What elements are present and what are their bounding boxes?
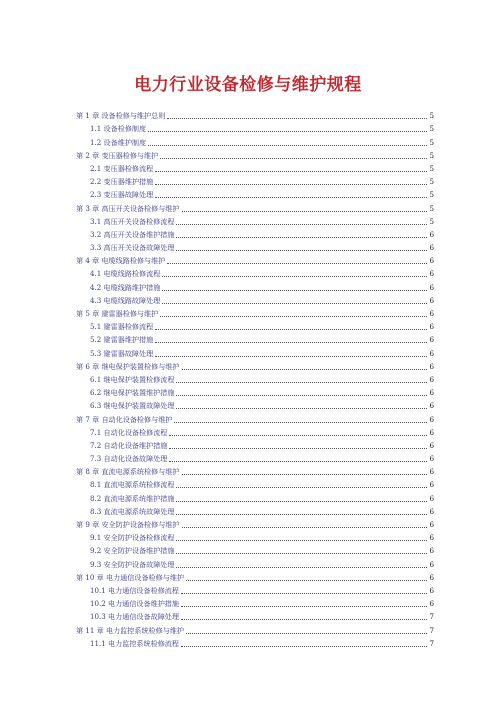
toc-section-entry[interactable] xyxy=(76,397,434,410)
toc-dot-leader xyxy=(176,501,427,502)
toc-page-number: 6 xyxy=(429,440,434,450)
toc-dot-leader xyxy=(169,448,427,449)
toc-section-entry[interactable] xyxy=(76,331,434,344)
toc-page-number: 6 xyxy=(429,335,434,345)
toc-entry-label: 10.3 电力通信设备故障处理 xyxy=(90,612,179,622)
toc-page-number: 6 xyxy=(429,414,434,424)
toc-entry-label: 第 6 章 继电保护装置检修与维护 xyxy=(76,361,180,371)
toc-page-number: 6 xyxy=(429,388,434,398)
toc-section-entry[interactable] xyxy=(76,437,434,450)
toc-entry-label: 7.3 自动化设备故障处理 xyxy=(90,454,168,464)
toc-section-entry[interactable] xyxy=(76,476,434,489)
toc-page-number: 6 xyxy=(429,546,434,556)
toc-chapter-entry[interactable] xyxy=(76,358,434,371)
toc-section-entry[interactable] xyxy=(76,489,434,502)
toc-page-number: 6 xyxy=(429,572,434,582)
toc-dot-leader xyxy=(181,606,427,607)
toc-entry-label: 4.2 电缆线路维护措施 xyxy=(90,282,161,292)
toc-entry-label: 8.1 直流电源系统检修流程 xyxy=(90,480,175,490)
toc-section-entry[interactable] xyxy=(76,213,434,226)
toc-chapter-entry[interactable] xyxy=(76,107,434,120)
toc-page-number: 6 xyxy=(429,256,434,266)
toc-dot-leader xyxy=(155,197,427,198)
toc-entry-label: 7.1 自动化设备检修流程 xyxy=(90,427,168,437)
toc-dot-leader xyxy=(181,646,427,647)
toc-entry-label: 第 1 章 设备检修与维护总则 xyxy=(76,111,166,121)
toc-entry-label: 10.2 电力通信设备维护措施 xyxy=(90,599,179,609)
toc-entry-label: 10.1 电力通信设备检修流程 xyxy=(90,585,179,595)
toc-dot-leader xyxy=(176,237,427,238)
toc-section-entry[interactable] xyxy=(76,173,434,186)
toc-chapter-entry[interactable] xyxy=(76,516,434,529)
toc-page-number: 6 xyxy=(429,322,434,332)
toc-page-number: 6 xyxy=(429,309,434,318)
toc-page-number: 5 xyxy=(429,124,434,134)
toc-chapter-entry[interactable] xyxy=(76,147,434,160)
toc-dot-leader xyxy=(155,329,427,330)
toc-chapter-entry[interactable] xyxy=(76,463,434,476)
toc-dot-leader xyxy=(176,567,427,568)
toc-section-entry[interactable] xyxy=(76,595,434,608)
toc-entry-label: 第 10 章 电力通信设备检修与维护 xyxy=(76,572,185,582)
toc-page-number: 6 xyxy=(429,467,434,477)
toc-dot-leader xyxy=(182,211,428,212)
toc-section-entry[interactable] xyxy=(76,555,434,568)
toc-page-number: 7 xyxy=(429,625,434,635)
toc-dot-leader xyxy=(182,527,428,528)
toc-dot-leader xyxy=(162,290,427,291)
toc-entry-label: 6.1 继电保护装置检修流程 xyxy=(90,374,175,384)
toc-dot-leader xyxy=(155,342,427,343)
toc-page-number: 6 xyxy=(429,361,434,371)
toc-page-number: 6 xyxy=(429,585,434,595)
toc-dot-leader xyxy=(176,540,427,541)
toc-entry-label: 第 2 章 变压器检修与维护 xyxy=(76,150,159,160)
toc-section-entry[interactable] xyxy=(76,344,434,357)
toc-dot-leader xyxy=(182,474,428,475)
toc-entry-label: 9.3 安全防护设备故障处理 xyxy=(90,559,175,569)
toc-entry-label: 2.3 变压器故障处理 xyxy=(90,190,154,200)
toc-dot-leader xyxy=(181,593,427,594)
toc-page-number: 6 xyxy=(429,229,434,239)
toc-chapter-entry[interactable] xyxy=(76,199,434,212)
toc-dot-leader xyxy=(160,158,427,159)
toc-page-number: 6 xyxy=(429,506,434,516)
toc-chapter-entry[interactable] xyxy=(76,569,434,582)
toc-page-number: 6 xyxy=(429,295,434,305)
toc-entry-label: 1.1 设备检修制度 xyxy=(90,124,147,134)
toc-entry-label: 5.1 避雷器检修流程 xyxy=(90,322,154,332)
toc-page-number: 6 xyxy=(429,269,434,279)
toc-section-entry[interactable] xyxy=(76,318,434,331)
toc-dot-leader xyxy=(148,145,427,146)
toc-entry-label: 4.3 电缆线路故障处理 xyxy=(90,295,161,305)
toc-page-number: 6 xyxy=(429,599,434,609)
toc-page-number: 6 xyxy=(429,401,434,411)
toc-entry-label: 2.1 变压器检修流程 xyxy=(90,163,154,173)
toc-section-entry[interactable] xyxy=(76,582,434,595)
toc-section-entry[interactable] xyxy=(76,542,434,555)
toc-dot-leader xyxy=(167,263,427,264)
toc-page-number: 5 xyxy=(429,177,434,187)
toc-page-number: 6 xyxy=(429,480,434,490)
toc-page-number: 6 xyxy=(429,427,434,437)
toc-section-entry[interactable] xyxy=(76,371,434,384)
toc-dot-leader xyxy=(160,316,427,317)
toc-entry-label: 2.2 变压器维护措施 xyxy=(90,177,154,187)
toc-entry-label: 8.3 直流电源系统故障处理 xyxy=(90,506,175,516)
toc-dot-leader xyxy=(167,118,427,119)
toc-dot-leader xyxy=(176,514,427,515)
toc-entry-label: 第 7 章 自动化设备检修与维护 xyxy=(76,414,173,424)
toc-page-number: 6 xyxy=(429,559,434,569)
toc-section-entry[interactable] xyxy=(76,292,434,305)
toc-entry-label: 3.3 高压开关设备故障处理 xyxy=(90,243,175,253)
toc-page-number: 5 xyxy=(429,216,434,226)
toc-page-number: 5 xyxy=(429,163,434,173)
toc-entry-label: 6.3 继电保护装置故障处理 xyxy=(90,401,175,411)
toc-section-entry[interactable] xyxy=(76,450,434,463)
toc-page-number: 5 xyxy=(429,111,434,121)
toc-entry-label: 1.2 设备维护制度 xyxy=(90,137,147,147)
toc-dot-leader xyxy=(176,408,427,409)
toc-page-number: 6 xyxy=(429,454,434,464)
toc-page-number: 5 xyxy=(429,203,434,213)
toc-section-entry[interactable] xyxy=(76,278,434,291)
toc-chapter-entry[interactable] xyxy=(76,621,434,634)
toc-page-number: 5 xyxy=(429,190,434,200)
toc-page-number: 6 xyxy=(429,348,434,358)
toc-dot-leader xyxy=(148,131,427,132)
toc-entry-label: 4.1 电缆线路检修流程 xyxy=(90,269,161,279)
toc-page-number: 7 xyxy=(429,638,434,648)
toc-section-entry[interactable] xyxy=(76,239,434,252)
toc-dot-leader xyxy=(176,250,427,251)
toc-page-number: 6 xyxy=(429,374,434,384)
toc-dot-leader xyxy=(176,395,427,396)
toc-entry-label: 6.2 继电保护装置维护措施 xyxy=(90,388,175,398)
toc-dot-leader xyxy=(162,303,427,304)
toc-entry-label: 第 5 章 避雷器检修与维护 xyxy=(76,309,159,318)
toc-section-entry[interactable] xyxy=(76,635,434,648)
toc-chapter-entry[interactable] xyxy=(76,410,434,423)
toc-page-number: 5 xyxy=(429,137,434,147)
toc-entry-label: 9.1 安全防护设备检修流程 xyxy=(90,533,175,543)
toc-dot-leader xyxy=(169,461,427,462)
toc-section-entry[interactable] xyxy=(76,503,434,516)
toc-entry-label: 5.2 避雷器维护措施 xyxy=(90,335,154,345)
toc-entry-label: 第 11 章 电力监控系统检修与维护 xyxy=(76,625,185,635)
toc-page-number: 6 xyxy=(429,493,434,503)
toc-page-number: 6 xyxy=(429,533,434,543)
toc-section-entry[interactable] xyxy=(76,384,434,397)
toc-dot-leader xyxy=(155,171,427,172)
toc-section-entry[interactable] xyxy=(76,424,434,437)
toc-page-number: 6 xyxy=(429,282,434,292)
toc-dot-leader xyxy=(155,356,427,357)
toc-dot-leader xyxy=(174,422,427,423)
toc-section-entry[interactable] xyxy=(76,226,434,239)
toc-section-entry[interactable] xyxy=(76,120,434,133)
toc-dot-leader xyxy=(176,382,427,383)
toc-section-entry[interactable] xyxy=(76,265,434,278)
toc-entry-label: 第 4 章 电缆线路检修与维护 xyxy=(76,256,166,266)
toc-section-entry[interactable] xyxy=(76,133,434,146)
toc-entry-label: 8.2 直流电源系统维护措施 xyxy=(90,493,175,503)
toc-page-number: 5 xyxy=(429,150,434,160)
toc-section-entry[interactable] xyxy=(76,186,434,199)
toc-section-entry[interactable] xyxy=(76,529,434,542)
toc-entry-label: 5.3 避雷器故障处理 xyxy=(90,348,154,358)
toc-dot-leader xyxy=(176,553,427,554)
toc-dot-leader xyxy=(155,184,427,185)
toc-dot-leader xyxy=(181,619,427,620)
toc-page-number: 7 xyxy=(429,612,434,622)
toc-chapter-entry[interactable] xyxy=(76,305,434,318)
toc-entry-label: 9.2 安全防护设备维护措施 xyxy=(90,546,175,556)
toc-section-entry[interactable] xyxy=(76,160,434,173)
document-title: 电力行业设备检修与维护规程 xyxy=(134,75,362,95)
toc-section-entry[interactable] xyxy=(76,608,434,621)
toc-entry-label: 第 8 章 直流电源系统检修与维护 xyxy=(76,467,180,477)
table-of-contents xyxy=(76,107,434,648)
toc-dot-leader xyxy=(186,580,427,581)
toc-entry-label: 第 3 章 高压开关设备检修与维护 xyxy=(76,203,180,213)
toc-dot-leader xyxy=(176,224,427,225)
toc-dot-leader xyxy=(162,276,427,277)
toc-dot-leader xyxy=(182,369,428,370)
toc-entry-label: 11.1 电力监控系统检修流程 xyxy=(90,638,179,648)
toc-entry-label: 3.1 高压开关设备检修流程 xyxy=(90,216,175,226)
toc-dot-leader xyxy=(186,633,427,634)
toc-entry-label: 7.2 自动化设备维护措施 xyxy=(90,440,168,450)
toc-dot-leader xyxy=(169,435,427,436)
toc-chapter-entry[interactable] xyxy=(76,252,434,265)
toc-page-number: 6 xyxy=(429,243,434,253)
toc-entry-label: 3.2 高压开关设备维护措施 xyxy=(90,229,175,239)
toc-dot-leader xyxy=(176,487,427,488)
toc-page-number: 6 xyxy=(429,520,434,529)
toc-entry-label: 第 9 章 安全防护设备检修与维护 xyxy=(76,520,180,529)
